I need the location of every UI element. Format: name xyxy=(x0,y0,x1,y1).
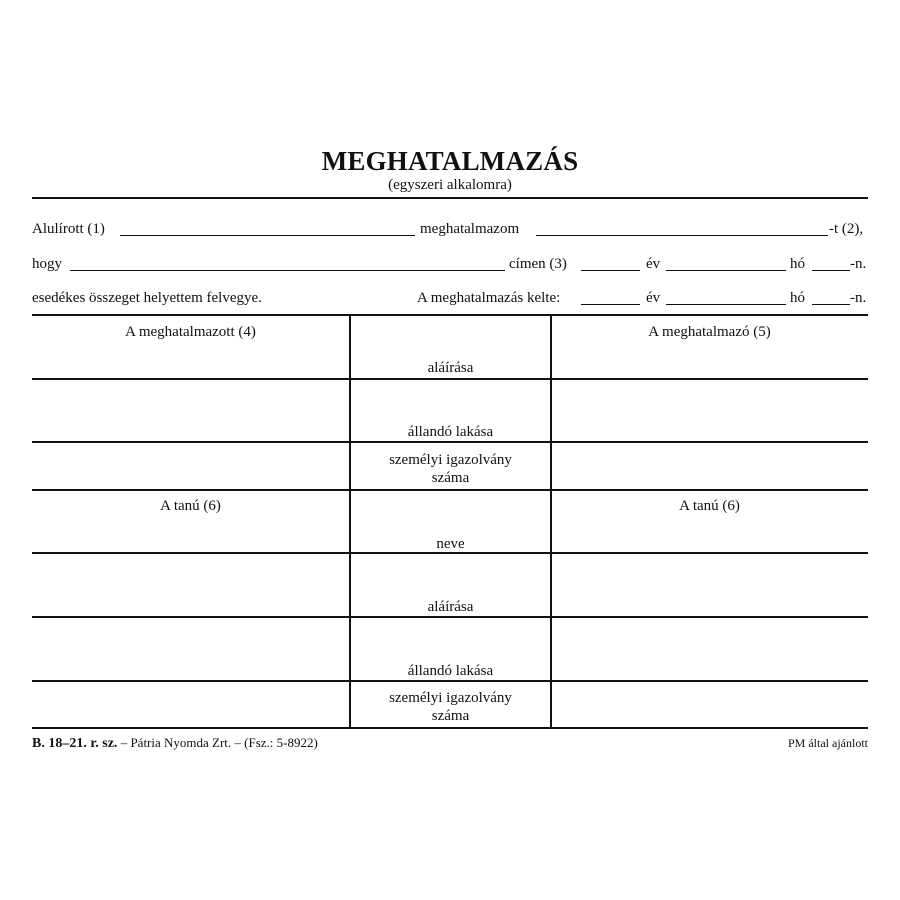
cell-tanu2-alairasa[interactable] xyxy=(552,554,868,615)
header-tanu-right: A tanú (6) xyxy=(679,498,740,514)
cell-tanu2-neve[interactable] xyxy=(552,518,868,551)
header-meghatalmazott: A meghatalmazott (4) xyxy=(125,324,256,340)
table-section-rule xyxy=(32,489,868,491)
form-title: MEGHATALMAZÁS xyxy=(321,146,579,176)
label-kelte: A meghatalmazás kelte: xyxy=(417,290,561,306)
label-hogy: hogy xyxy=(32,256,62,272)
cell-tanu1-szemelyi[interactable] xyxy=(32,682,348,726)
cell-meghatalmazo-lakasa[interactable] xyxy=(552,380,868,440)
field-year-blank[interactable] xyxy=(581,270,640,271)
label-szemelyi-2-line2: száma xyxy=(431,708,470,724)
label-date-n: -n. xyxy=(850,290,867,306)
field-date-year-blank[interactable] xyxy=(581,304,640,305)
header-meghatalmazo: A meghatalmazó (5) xyxy=(648,324,771,340)
label-cimen: címen (3) xyxy=(509,256,567,272)
cell-meghatalmazo-alairasa[interactable] xyxy=(552,343,868,377)
footer-recommended: PM által ajánlott xyxy=(788,736,868,750)
header-rule xyxy=(32,197,868,199)
label-ev: év xyxy=(646,256,661,272)
cell-meghatalmazott-lakasa[interactable] xyxy=(32,380,348,440)
cell-meghatalmazo-szemelyi[interactable] xyxy=(552,443,868,488)
table-top-rule xyxy=(32,314,868,316)
cell-tanu2-szemelyi[interactable] xyxy=(552,682,868,726)
footer-left xyxy=(32,735,318,752)
label-date-ho: hó xyxy=(790,290,805,306)
field-name-blank[interactable] xyxy=(120,235,415,236)
cell-tanu1-neve[interactable] xyxy=(32,518,348,551)
footer-publisher: – Pátria Nyomda Zrt. – (Fsz.: 5-8922) xyxy=(117,735,318,750)
form-subtitle: (egyszeri alkalomra) xyxy=(388,177,512,193)
field-address-blank[interactable] xyxy=(70,270,505,271)
label-date-ev: év xyxy=(646,290,661,306)
label-allando-lakasa-1: állandó lakása xyxy=(407,424,494,440)
field-day-blank[interactable] xyxy=(812,270,850,271)
label-esedekes: esedékes összeget helyettem felvegye. xyxy=(32,290,262,306)
header-tanu-left: A tanú (6) xyxy=(160,498,221,514)
label-allando-lakasa-2: állandó lakása xyxy=(407,663,494,679)
cell-tanu2-lakasa[interactable] xyxy=(552,618,868,679)
label-szemelyi-2 xyxy=(351,689,550,725)
label-alulirott: Alulírott (1) xyxy=(32,221,105,237)
label-alairasa-1: aláírása xyxy=(427,360,474,376)
field-date-month-blank[interactable] xyxy=(666,304,786,305)
label-ho: hó xyxy=(790,256,805,272)
field-date-day-blank[interactable] xyxy=(812,304,850,305)
field-month-blank[interactable] xyxy=(666,270,786,271)
label-t2: -t (2), xyxy=(829,221,864,237)
label-n: -n. xyxy=(850,256,867,272)
cell-tanu1-alairasa[interactable] xyxy=(32,554,348,615)
label-szemelyi-1-line2: száma xyxy=(431,470,470,486)
field-authorized-blank[interactable] xyxy=(536,235,828,236)
label-alairasa-2: aláírása xyxy=(427,599,474,615)
label-neve: neve xyxy=(436,536,465,552)
footer-form-code: B. 18–21. r. sz. xyxy=(32,736,118,751)
cell-tanu1-lakasa[interactable] xyxy=(32,618,348,679)
label-szemelyi-1-line1: személyi igazolvány xyxy=(389,452,512,468)
cell-meghatalmazott-szemelyi[interactable] xyxy=(32,443,348,488)
table-bottom-rule xyxy=(32,727,868,729)
label-szemelyi-2-line1: személyi igazolvány xyxy=(389,690,512,706)
label-meghatalmazom: meghatalmazom xyxy=(420,221,520,237)
cell-meghatalmazott-alairasa[interactable] xyxy=(32,343,348,377)
label-szemelyi-1 xyxy=(351,451,550,487)
